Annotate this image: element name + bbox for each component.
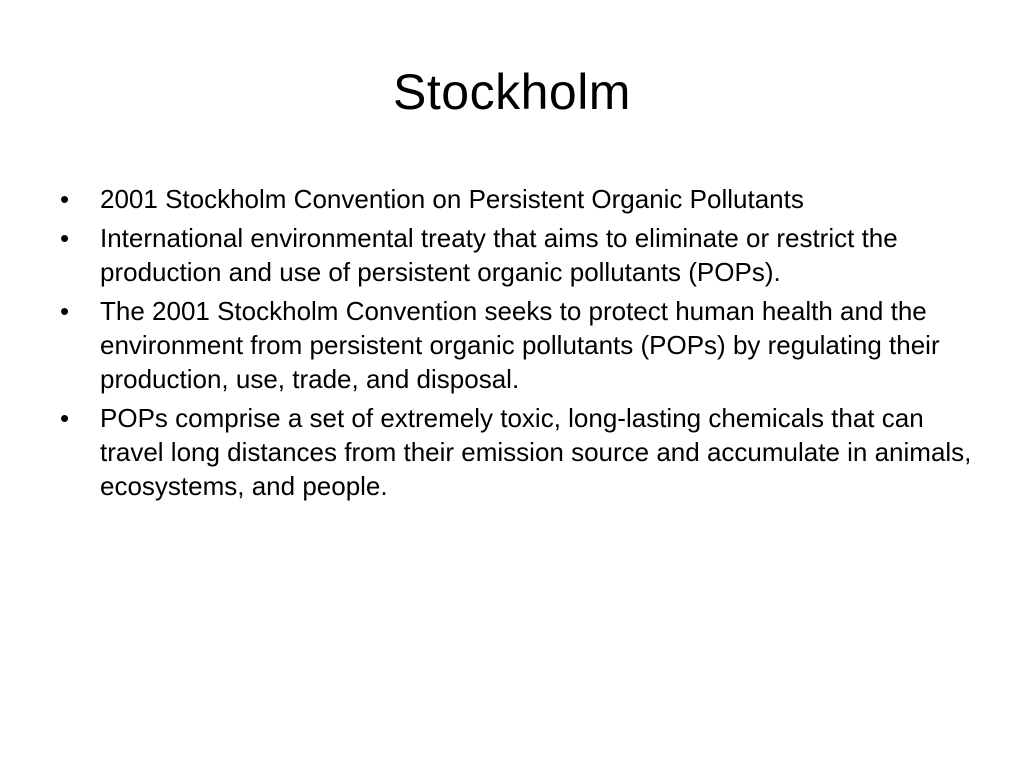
bullet-dot-icon: • bbox=[60, 403, 70, 433]
bullet-text: The 2001 Stockholm Convention seeks to protect human health and the environment from persistent organic pollutants (POPs) by regulating their production, use, trade, and disposal. bbox=[100, 296, 940, 394]
bullet-dot-icon: • bbox=[60, 184, 70, 214]
bullet-item bbox=[60, 294, 990, 396]
bullet-item bbox=[60, 221, 990, 289]
bullet-text: International environmental treaty that aims to eliminate or restrict the production and use of persistent organic pollutants (POPs). bbox=[100, 223, 898, 287]
bullet-text: 2001 Stockholm Convention on Persistent Organic Pollutants bbox=[100, 184, 804, 214]
bullet-item bbox=[60, 401, 990, 503]
bullet-item bbox=[60, 182, 990, 216]
bullet-dot-icon: • bbox=[60, 223, 70, 253]
bullet-dot-icon: • bbox=[60, 296, 70, 326]
slide-title: Stockholm bbox=[393, 64, 631, 120]
bullet-text: POPs comprise a set of extremely toxic, long-lasting chemicals that can travel long distances from their emission source and accumulate in animals, ecosystems, and people. bbox=[100, 403, 972, 501]
bullet-list bbox=[60, 182, 990, 508]
